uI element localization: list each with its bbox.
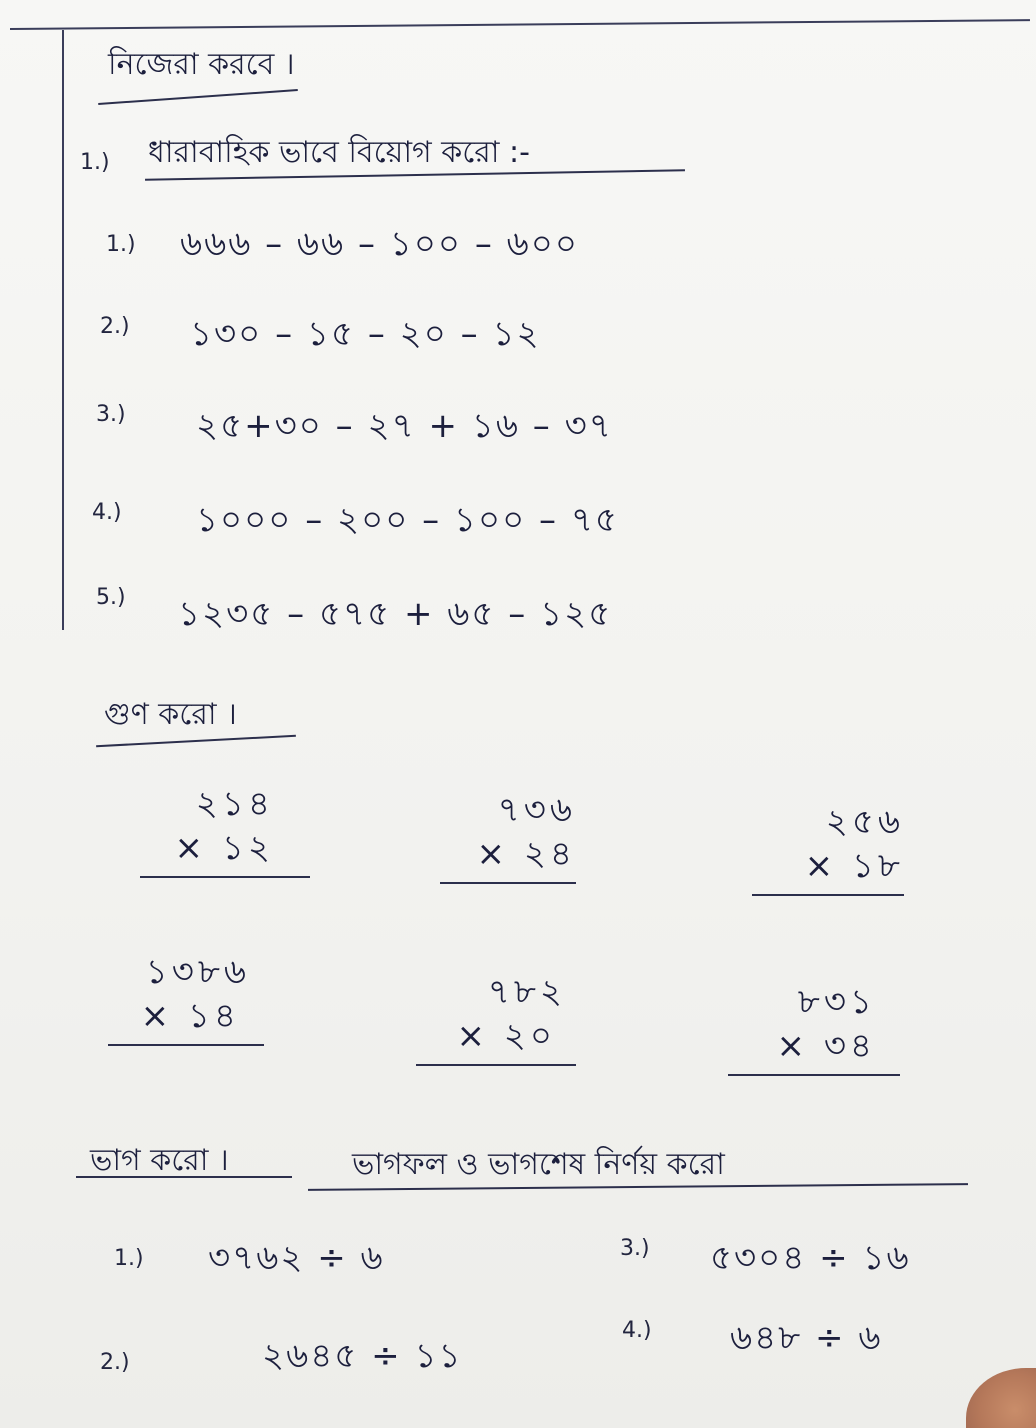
thumb-in-corner (966, 1368, 1036, 1428)
subtraction-expression: ৬৬৬ – ৬৬ – ১০০ – ৬০০ (180, 224, 579, 264)
multiplicand: ২৫৬ (825, 802, 904, 842)
section1-instruction: ধারাবাহিক ভাবে বিয়োগ করো :- (148, 135, 530, 170)
division-number: 4.) (622, 1318, 652, 1343)
subtraction-number: 2.) (100, 314, 130, 339)
multiplication-problem (728, 980, 900, 1076)
multiplier: × ২০ (456, 1016, 556, 1056)
subtraction-expression: ১২৩৫ – ৫৭৫ + ৬৫ – ১২৫ (178, 594, 613, 634)
division-number: 2.) (100, 1350, 130, 1375)
division-number: 1.) (114, 1246, 144, 1271)
multiplication-problem (416, 970, 576, 1066)
multiplicand: ২১৪ (195, 784, 274, 824)
multiplication-problem (140, 782, 310, 878)
heading-underline (98, 89, 298, 105)
multiplication-problem (752, 800, 904, 896)
division-title-underline (76, 1176, 292, 1178)
answer-line (140, 876, 310, 878)
answer-line (728, 1074, 900, 1076)
page-heading: নিজেরা করবে । (108, 47, 295, 82)
answer-line (108, 1044, 264, 1046)
multiplier: × ৩৪ (776, 1026, 876, 1066)
multiplier: × ১২ (174, 828, 274, 868)
answer-line (752, 894, 904, 896)
margin-line (62, 30, 64, 630)
multiplicand: ৮৩১ (797, 982, 876, 1022)
division-expression: ২৬৪৫ ÷ ১১ (262, 1336, 463, 1376)
multiplication-problem (108, 950, 264, 1046)
multiplicand: ৭৩৬ (497, 790, 576, 830)
multiplicand: ৭৮২ (487, 972, 566, 1012)
multiplication-title: গুণ করো । (104, 697, 237, 732)
answer-line (440, 882, 576, 884)
multiplier: × ১৮ (804, 846, 904, 886)
multiplier: × ১৪ (140, 996, 240, 1036)
multiplicand: ১৩৮৬ (145, 952, 250, 992)
division-subtitle: ভাগফল ও ভাগশেষ নির্ণয় করো (352, 1147, 725, 1182)
subtraction-number: 4.) (92, 500, 122, 525)
subtraction-number: 1.) (106, 232, 136, 257)
subtraction-number: 5.) (96, 585, 126, 610)
division-number: 3.) (620, 1236, 650, 1261)
section1-number: 1.) (80, 150, 110, 175)
subtraction-expression: ২৫+৩০ – ২৭ + ১৬ – ৩৭ (196, 406, 613, 446)
subtraction-number: 3.) (96, 402, 126, 427)
top-ruled-line (10, 19, 1030, 30)
subtraction-expression: ১০০০ – ২০০ – ১০০ – ৭৫ (196, 500, 619, 540)
multiplier: × ২৪ (476, 834, 576, 874)
division-expression: ৬৪৮ ÷ ৬ (730, 1318, 883, 1358)
subtraction-expression: ১৩০ – ১৫ – ২০ – ১২ (190, 314, 541, 354)
division-expression: ৫৩০৪ ÷ ১৬ (710, 1238, 911, 1278)
answer-line (416, 1064, 576, 1066)
division-title: ভাগ করো । (90, 1143, 229, 1178)
division-expression: ৩৭৬২ ÷ ৬ (208, 1238, 385, 1278)
multiplication-problem (440, 788, 576, 884)
